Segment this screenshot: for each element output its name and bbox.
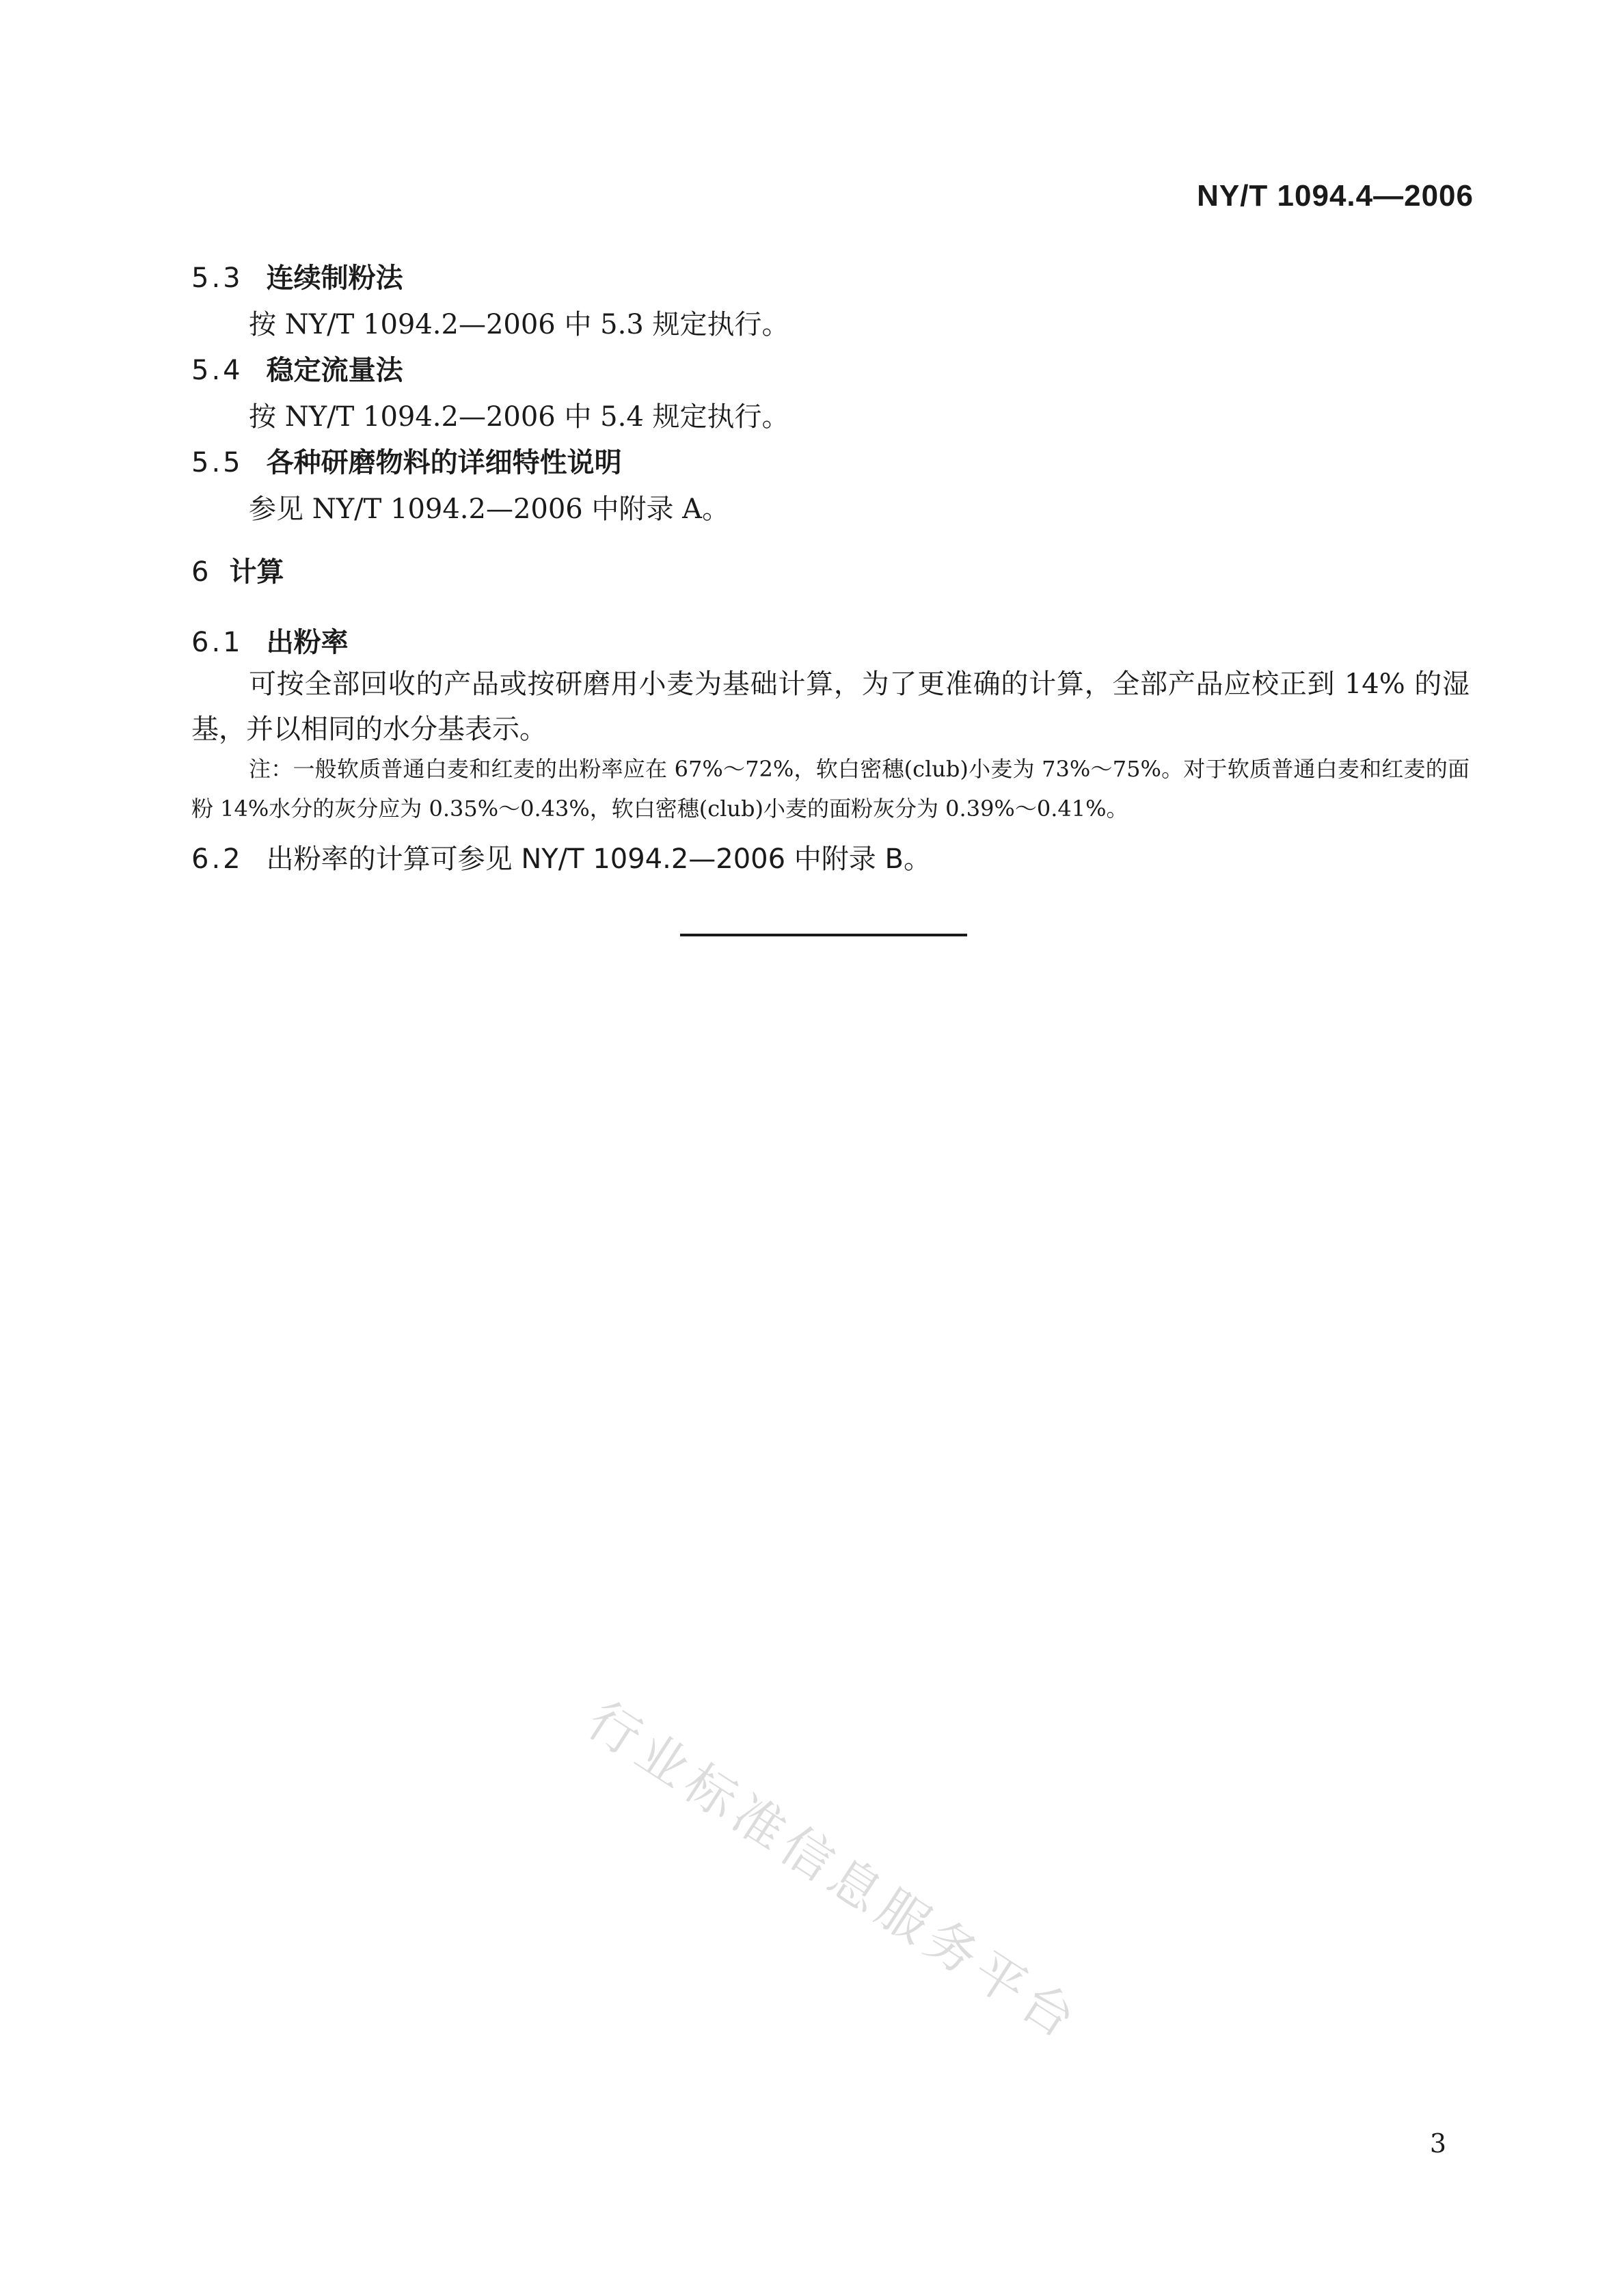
section-text: 出粉率的计算可参见 NY/T 1094.2—2006 中附录 B。 (266, 843, 931, 875)
chapter-title: 计算 (229, 556, 284, 588)
section-5-5-heading (191, 441, 622, 480)
section-number: 5.4 (191, 355, 243, 386)
section-number: 6.2 (191, 843, 243, 875)
section-title: 连续制粉法 (266, 262, 403, 294)
section-6-1-heading (191, 621, 349, 660)
section-5-5-body: 参见 NY/T 1094.2—2006 中附录 A。 (249, 493, 730, 525)
section-6-1-paragraph: 可按全部回收的产品或按研磨用小麦为基础计算，为了更准确的计算，全部产品应校正到 14% 的湿基，并以相同的水分基表示。 (191, 668, 1470, 745)
standard-code: NY/T 1094.4—2006 (1197, 179, 1474, 213)
section-6-1-note: 注：一般软质普通白麦和红麦的出粉率应在 67%～72%，软白密穗(club)小麦为 73%～75%。对于软质普通白麦和红麦的面粉 14%水分的灰分应为 0.35%～0.43%，软白密穗(club)小麦的面粉灰分为 0.39%～0.41%。 (191, 756, 1470, 822)
section-5-3-heading (191, 256, 403, 295)
section-number: 6.1 (191, 627, 243, 658)
chapter-number: 6 (191, 556, 212, 588)
section-6-2-heading (191, 837, 931, 876)
watermark: 行业标准信息服务平台 (577, 1690, 1091, 2053)
section-title: 稳定流量法 (266, 355, 403, 386)
section-5-4-heading (191, 349, 403, 388)
end-rule (680, 934, 967, 936)
section-number: 5.5 (191, 447, 243, 478)
page-number: 3 (1429, 2128, 1446, 2158)
chapter-6-heading (191, 550, 284, 589)
section-5-3-body: 按 NY/T 1094.2—2006 中 5.3 规定执行。 (249, 309, 789, 340)
section-title: 出粉率 (266, 627, 349, 658)
section-number: 5.3 (191, 262, 243, 294)
section-title: 各种研磨物料的详细特性说明 (266, 447, 622, 478)
section-5-4-body: 按 NY/T 1094.2—2006 中 5.4 规定执行。 (249, 401, 789, 433)
